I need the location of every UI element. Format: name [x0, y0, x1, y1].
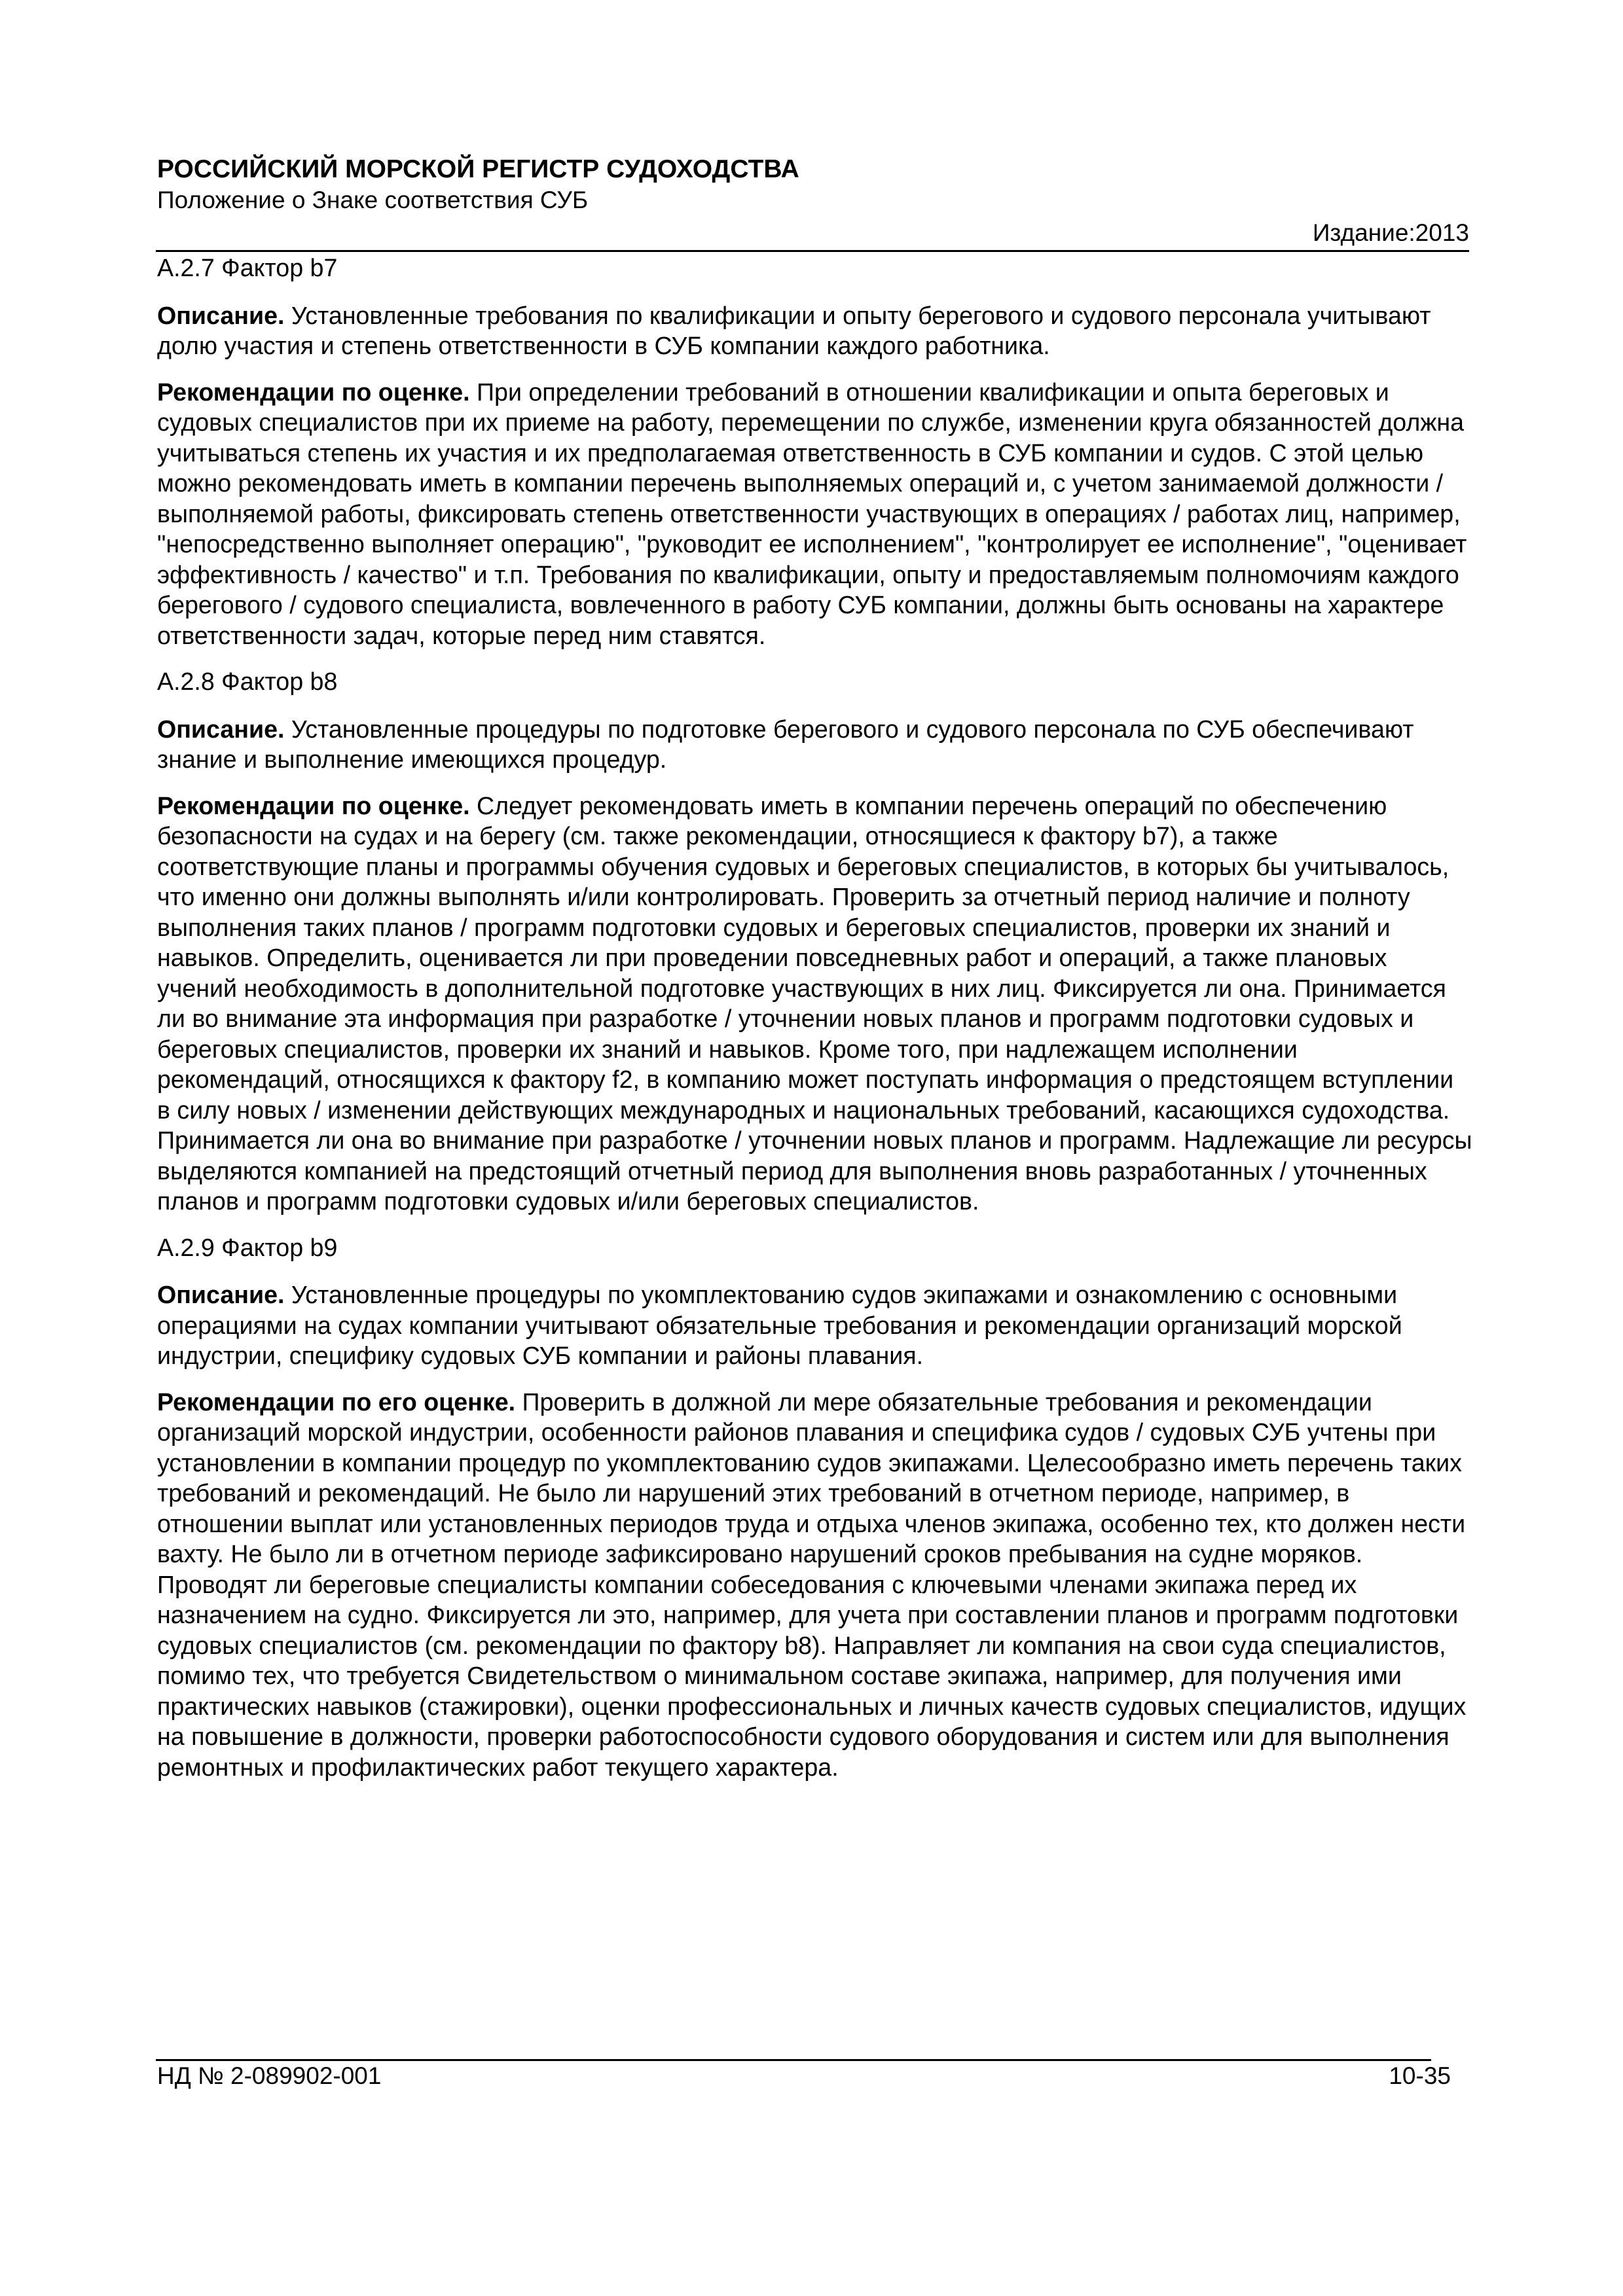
footer-divider	[156, 2059, 1431, 2061]
header-divider	[156, 250, 1469, 252]
edition-label: Издание:2013	[1312, 219, 1469, 246]
section-b8-description	[157, 714, 1473, 775]
recommendation-label: Рекомендации по оценке.	[157, 791, 470, 819]
description-text: Установленные требования по квалификации и опыту берегового и судового персонала учитывают долю участия и степень ответственности в СУБ компании каждого работника.	[157, 301, 1431, 359]
section-heading-b9: А.2.9 Фактор b9	[157, 1233, 338, 1261]
recommendation-text: Следует рекомендовать иметь в компании перечень операций по обеспечению безопасности на судах и на берегу (см. также рекомендации, относящиеся к фактору b7), а также соответствующие планы и программы обучения судовых и береговых специалистов, в которых бы учитывалось, что именно они должны выполнять и/или контролировать. Проверить за отчетный период наличие и полноту выполнения таких планов / программ подготовки судовых и береговых специалистов, проверки их знаний и навыков. Определить, оценивается ли при проведении повседневных работ и операций, а также плановых учений необходимость в дополнительной подготовке участвующих в них лиц. Фиксируется ли она. Принимается ли во внимание эта информация при разработке / уточнении новых планов и программ подготовки судовых и береговых специалистов, проверки их знаний и навыков. Кроме того, при надлежащем исполнении рекомендаций, относящихся к фактору f2, в компанию может поступать информация о предстоящем вступлении в силу новых / изменении действующих международных и национальных требований, касающихся судоходства. Принимается ли она во внимание при разработке / уточнении новых планов и программ. Надлежащие ли ресурсы выделяются компанией на предстоящий отчетный период для выполнения вновь разработанных / уточненных планов и программ подготовки судовых и/или береговых специалистов.	[157, 791, 1472, 1215]
section-b8-recommendation	[157, 791, 1473, 1217]
recommendation-label: Рекомендации по его оценке.	[157, 1388, 516, 1416]
document-number: НД № 2-089902-001	[157, 2062, 382, 2089]
description-label: Описание.	[157, 715, 285, 743]
section-heading-b8: А.2.8 Фактор b8	[157, 668, 338, 695]
section-b7-recommendation	[157, 377, 1473, 651]
section-heading-b7: А.2.7 Фактор b7	[157, 254, 338, 281]
document-header-title: РОССИЙСКИЙ МОРСКОЙ РЕГИСТР СУДОХОДСТВА	[157, 155, 799, 183]
recommendation-label: Рекомендации по оценке.	[157, 378, 470, 406]
document-body	[157, 253, 1473, 1798]
recommendation-text: При определении требований в отношении квалификации и опыта береговых и судовых специалистов при их приеме на работу, перемещении по службе, изменении круга обязанностей должна учитываться степень их участия и их предполагаемая ответственность в СУБ компании и судов. С этой целью можно рекомендовать иметь в компании перечень выполняемых операций и, с учетом занимаемой должности / выполняемой работы, фиксировать степень ответственности участвующих в операциях / работах лиц, например, "непосредственно выполняет операцию", "руководит ее исполнением", "контролирует ее исполнение", "оценивает эффективность / качество" и т.п. Требования по квалификации, опыту и предоставляемым полномочиям каждого берегового / судового специалиста, вовлеченного в работу СУБ компании, должны быть основаны на характере ответственности задач, которые перед ним ставятся.	[157, 378, 1467, 649]
page-number: 10-35	[1389, 2062, 1451, 2089]
section-b7-description	[157, 300, 1473, 361]
description-label: Описание.	[157, 1281, 285, 1308]
section-b9-description	[157, 1280, 1473, 1371]
recommendation-text: Проверить в должной ли мере обязательные требования и рекомендации организаций морской индустрии, особенности районов плавания и специфика судов / судовых СУБ учтены при установлении в компании процедур по укомплектованию судов экипажами. Целесообразно иметь перечень таких требований и рекомендаций. Не было ли нарушений этих требований в отчетном периоде, например, в отношении выплат или установленных периодов труда и отдыха членов экипажа, особенно тех, кто должен нести вахту. Не было ли в отчетном периоде зафиксировано нарушений сроков пребывания на судне моряков. Проводят ли береговые специалисты компании собеседования с ключевыми членами экипажа перед их назначением на судно. Фиксируется ли это, например, для учета при составлении планов и программ подготовки судовых специалистов (см. рекомендации по фактору b8). Направляет ли компания на свои суда специалистов, помимо тех, что требуется Свидетельством о минимальном составе экипажа, например, для получения ими практических навыков (стажировки), оценки профессиональных и личных качеств судовых специалистов, идущих на повышение в должности, проверки работоспособности судового оборудования и систем или для выполнения ремонтных и профилактических работ текущего характера.	[157, 1388, 1467, 1781]
description-label: Описание.	[157, 301, 285, 329]
document-header-subtitle: Положение о Знаке соответствия СУБ	[157, 187, 589, 213]
section-b9-recommendation	[157, 1387, 1473, 1783]
description-text: Установленные процедуры по подготовке берегового и судового персонала по СУБ обеспечивают знание и выполнение имеющихся процедур.	[157, 715, 1414, 773]
description-text: Установленные процедуры по укомплектованию судов экипажами и ознакомлению с основными операциями на судах компании учитывают обязательные требования и рекомендации организаций морской индустрии, специфику судовых СУБ компании и районы плавания.	[157, 1281, 1402, 1369]
